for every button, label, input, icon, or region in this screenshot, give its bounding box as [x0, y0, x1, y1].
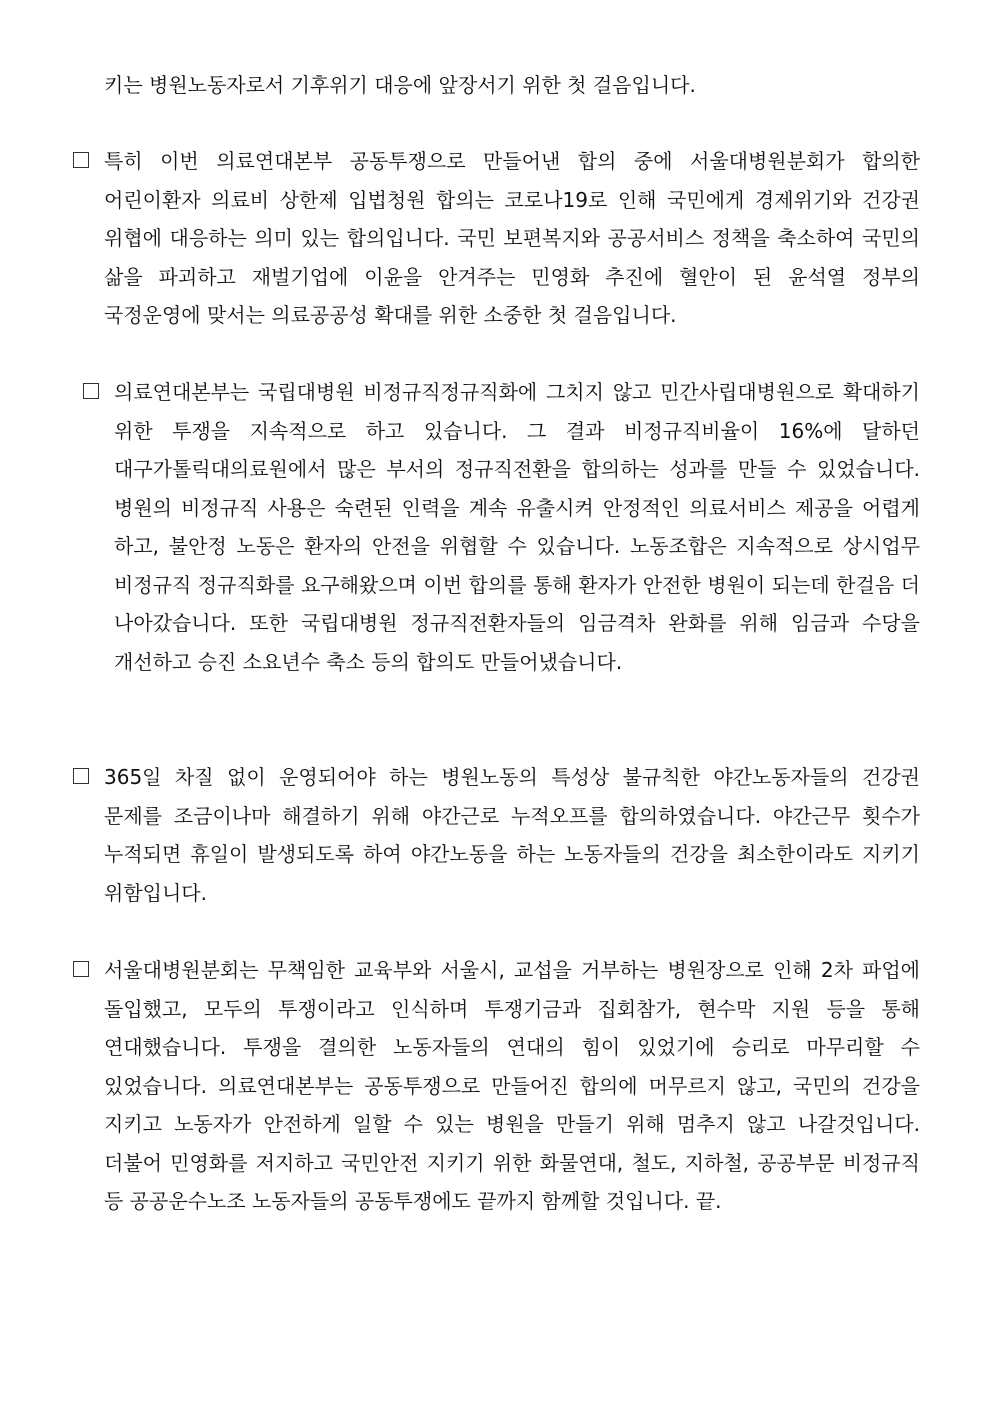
paragraph-regularization: [114, 373, 920, 681]
paragraph-text: 서울대병원분회는 무책임한 교육부와 서울시, 교섭을 거부하는 병원장으로 인해 2차 파업에 돌입했고, 모두의 투쟁이라고 인식하며 투쟁기금과 집회참가, 현수막 지원 등을 통해 연대했습니다. 투쟁을 결의한 노동자들의 연대의 힘이 있었기에 승리로 마무리할 수 있었습니다. 의료연대본부는 공동투쟁으로 만들어진 합의에 머무르지 않고, 국민의 건강을 지키고 노동자가 안전하게 일할 수 있는 병원을 만들기 위해 멈추지 않고 나갈것입니다. 더불어 민영화를 저지하고 국민안전 지키기 위한 화물연대, 철도, 지하철, 공공부문 비정규직 등 공공운수노조 노동자들의 공동투쟁에도 끝까지 함께할 것입니다. 끝.: [104, 958, 920, 1213]
paragraph-pediatric-cost-cap: [104, 142, 920, 335]
paragraph-text: 의료연대본부는 국립대병원 비정규직정규직화에 그치지 않고 민간사립대병원으로 확대하기 위한 투쟁을 지속적으로 하고 있습니다. 그 결과 비정규직비율이 16%에 달하던 대구가톨릭대의료원에서 많은 부서의 정규직전환을 합의하는 성과를 만들 수 있었습니다. 병원의 비정규직 사용은 숙련된 인력을 계속 유출시켜 안정적인 의료서비스 제공을 어렵게 하고, 불안정 노동은 환자의 안전을 위협할 수 있습니다. 노동조합은 지속적으로 상시업무 비정규직 정규직화를 요구해왔으며 이번 합의를 통해 환자가 안전한 병원이 되는데 한걸음 더 나아갔습니다. 또한 국립대병원 정규직전환자들의 임금격차 완화를 위해 임금과 수당을 개선하고 승진 소요년수 축소 등의 합의도 만들어냈습니다.: [114, 380, 920, 674]
paragraph-text: 365일 차질 없이 운영되어야 하는 병원노동의 특성상 불규칙한 야간노동자들의 건강권 문제를 조금이나마 해결하기 위해 야간근로 누적오프를 합의하였습니다. 야간근무 횟수가 누적되면 휴일이 발생되도록 하여 야간노동을 하는 노동자들의 건강을 최소한이라도 지키기 위함입니다.: [104, 765, 920, 905]
paragraph-text: 특히 이번 의료연대본부 공동투쟁으로 만들어낸 합의 중에 서울대병원분회가 합의한 어린이환자 의료비 상한제 입법청원 합의는 코로나19로 인해 국민에게 경제위기와 건강권 위협에 대응하는 의미 있는 합의입니다. 국민 보편복지와 공공서비스 정책을 축소하여 국민의 삶을 파괴하고 재벌기업에 이윤을 안겨주는 민영화 추진에 혈안이 된 윤석열 정부의 국정운영에 맞서는 의료공공성 확대를 위한 소중한 첫 걸음입니다.: [104, 149, 920, 327]
bullet-box-icon: [73, 768, 89, 784]
paragraph-night-work: [104, 758, 920, 912]
bullet-box-icon: [73, 961, 89, 977]
bullet-box-icon: [73, 152, 89, 168]
lead-line: 키는 병원노동자로서 기후위기 대응에 앞장서기 위한 첫 걸음입니다.: [104, 73, 696, 97]
paragraph-solidarity: [104, 951, 920, 1221]
bullet-box-icon: [83, 383, 99, 399]
